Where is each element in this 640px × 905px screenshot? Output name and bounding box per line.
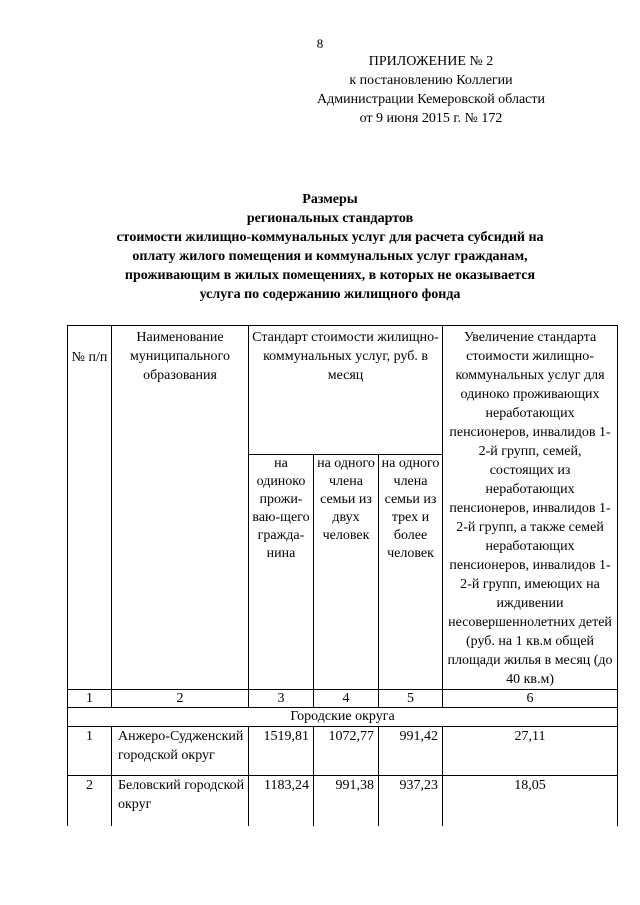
table-header-row <box>68 326 618 455</box>
title-line: проживающим в жилых помещениях, в которых не оказывается <box>124 268 536 283</box>
row-name: Анжеро-Судженский городской округ <box>112 727 249 776</box>
row-num: 2 <box>68 776 112 827</box>
title-line: Размеры <box>302 192 358 207</box>
row-two: 991,38 <box>314 776 379 827</box>
header-name-label: Наименование муниципального образования <box>130 330 230 383</box>
appendix-line: от 9 июня 2015 г. № 172 <box>359 111 503 126</box>
header-increase-label: Увеличение стандарта стоимости жилищно-коммунальных услуг для одиноко проживающих неработающих пенсионеров, инвалидов 1-2-й групп, семей, состоящих из неработающих пенсионеров, инвалидов 1-2-й групп, а также семей неработающих пенсионеров, инвалидов 1-2-й групп, имеющих на иждивении несовершеннолетних детей (руб. на 1 кв.м общей площади жилья в месяц (до 40 кв.м) <box>447 330 613 687</box>
column-number: 6 <box>443 690 618 708</box>
row-increase: 27,11 <box>443 727 618 776</box>
header-two <box>314 455 379 690</box>
title-line: стоимости жилищно-коммунальных услуг для расчета субсидий на <box>116 230 544 245</box>
header-three <box>379 455 443 690</box>
row-three: 991,42 <box>379 727 443 776</box>
column-number: 2 <box>112 690 249 708</box>
header-three-label: на одного члена семьи из трех и более человек <box>381 456 440 562</box>
group-title: Городские округа <box>68 708 618 727</box>
header-num-label: № п/п <box>71 350 108 365</box>
row-two: 1072,77 <box>314 727 379 776</box>
table-row <box>68 727 618 776</box>
appendix-line: к постановлению Коллегии <box>349 73 513 88</box>
row-single: 1183,24 <box>249 776 314 827</box>
column-number: 4 <box>314 690 379 708</box>
header-two-label: на одного члена семьи из двух человек <box>317 456 375 544</box>
row-increase: 18,05 <box>443 776 618 827</box>
column-number-row <box>68 690 618 708</box>
title-line: региональных стандартов <box>246 211 414 226</box>
document-title <box>60 190 600 304</box>
header-single-label: на одиноко прожи-ваю-щего гражда-нина <box>252 456 310 562</box>
appendix-block <box>296 52 566 128</box>
header-increase <box>443 326 618 690</box>
group-row <box>68 708 618 727</box>
header-standard-label: Стандарт стоимости жилищно-коммунальных услуг, руб. в месяц <box>252 330 439 383</box>
header-name <box>112 326 249 690</box>
header-standard <box>249 326 443 455</box>
appendix-line: Администрации Кемеровской области <box>317 92 545 107</box>
row-single: 1519,81 <box>249 727 314 776</box>
header-single <box>249 455 314 690</box>
table-row <box>68 776 618 827</box>
title-line: оплату жилого помещения и коммунальных услуг гражданам, <box>132 249 528 264</box>
row-three: 937,23 <box>379 776 443 827</box>
standards-table <box>67 325 618 826</box>
appendix-line: ПРИЛОЖЕНИЕ № 2 <box>368 54 494 69</box>
row-name: Беловский городской округ <box>112 776 249 827</box>
header-num <box>68 326 112 690</box>
title-line: услуга по содержанию жилищного фонда <box>199 287 461 302</box>
row-num: 1 <box>68 727 112 776</box>
column-number: 3 <box>249 690 314 708</box>
page-number: 8 <box>316 36 324 51</box>
column-number: 5 <box>379 690 443 708</box>
column-number: 1 <box>68 690 112 708</box>
